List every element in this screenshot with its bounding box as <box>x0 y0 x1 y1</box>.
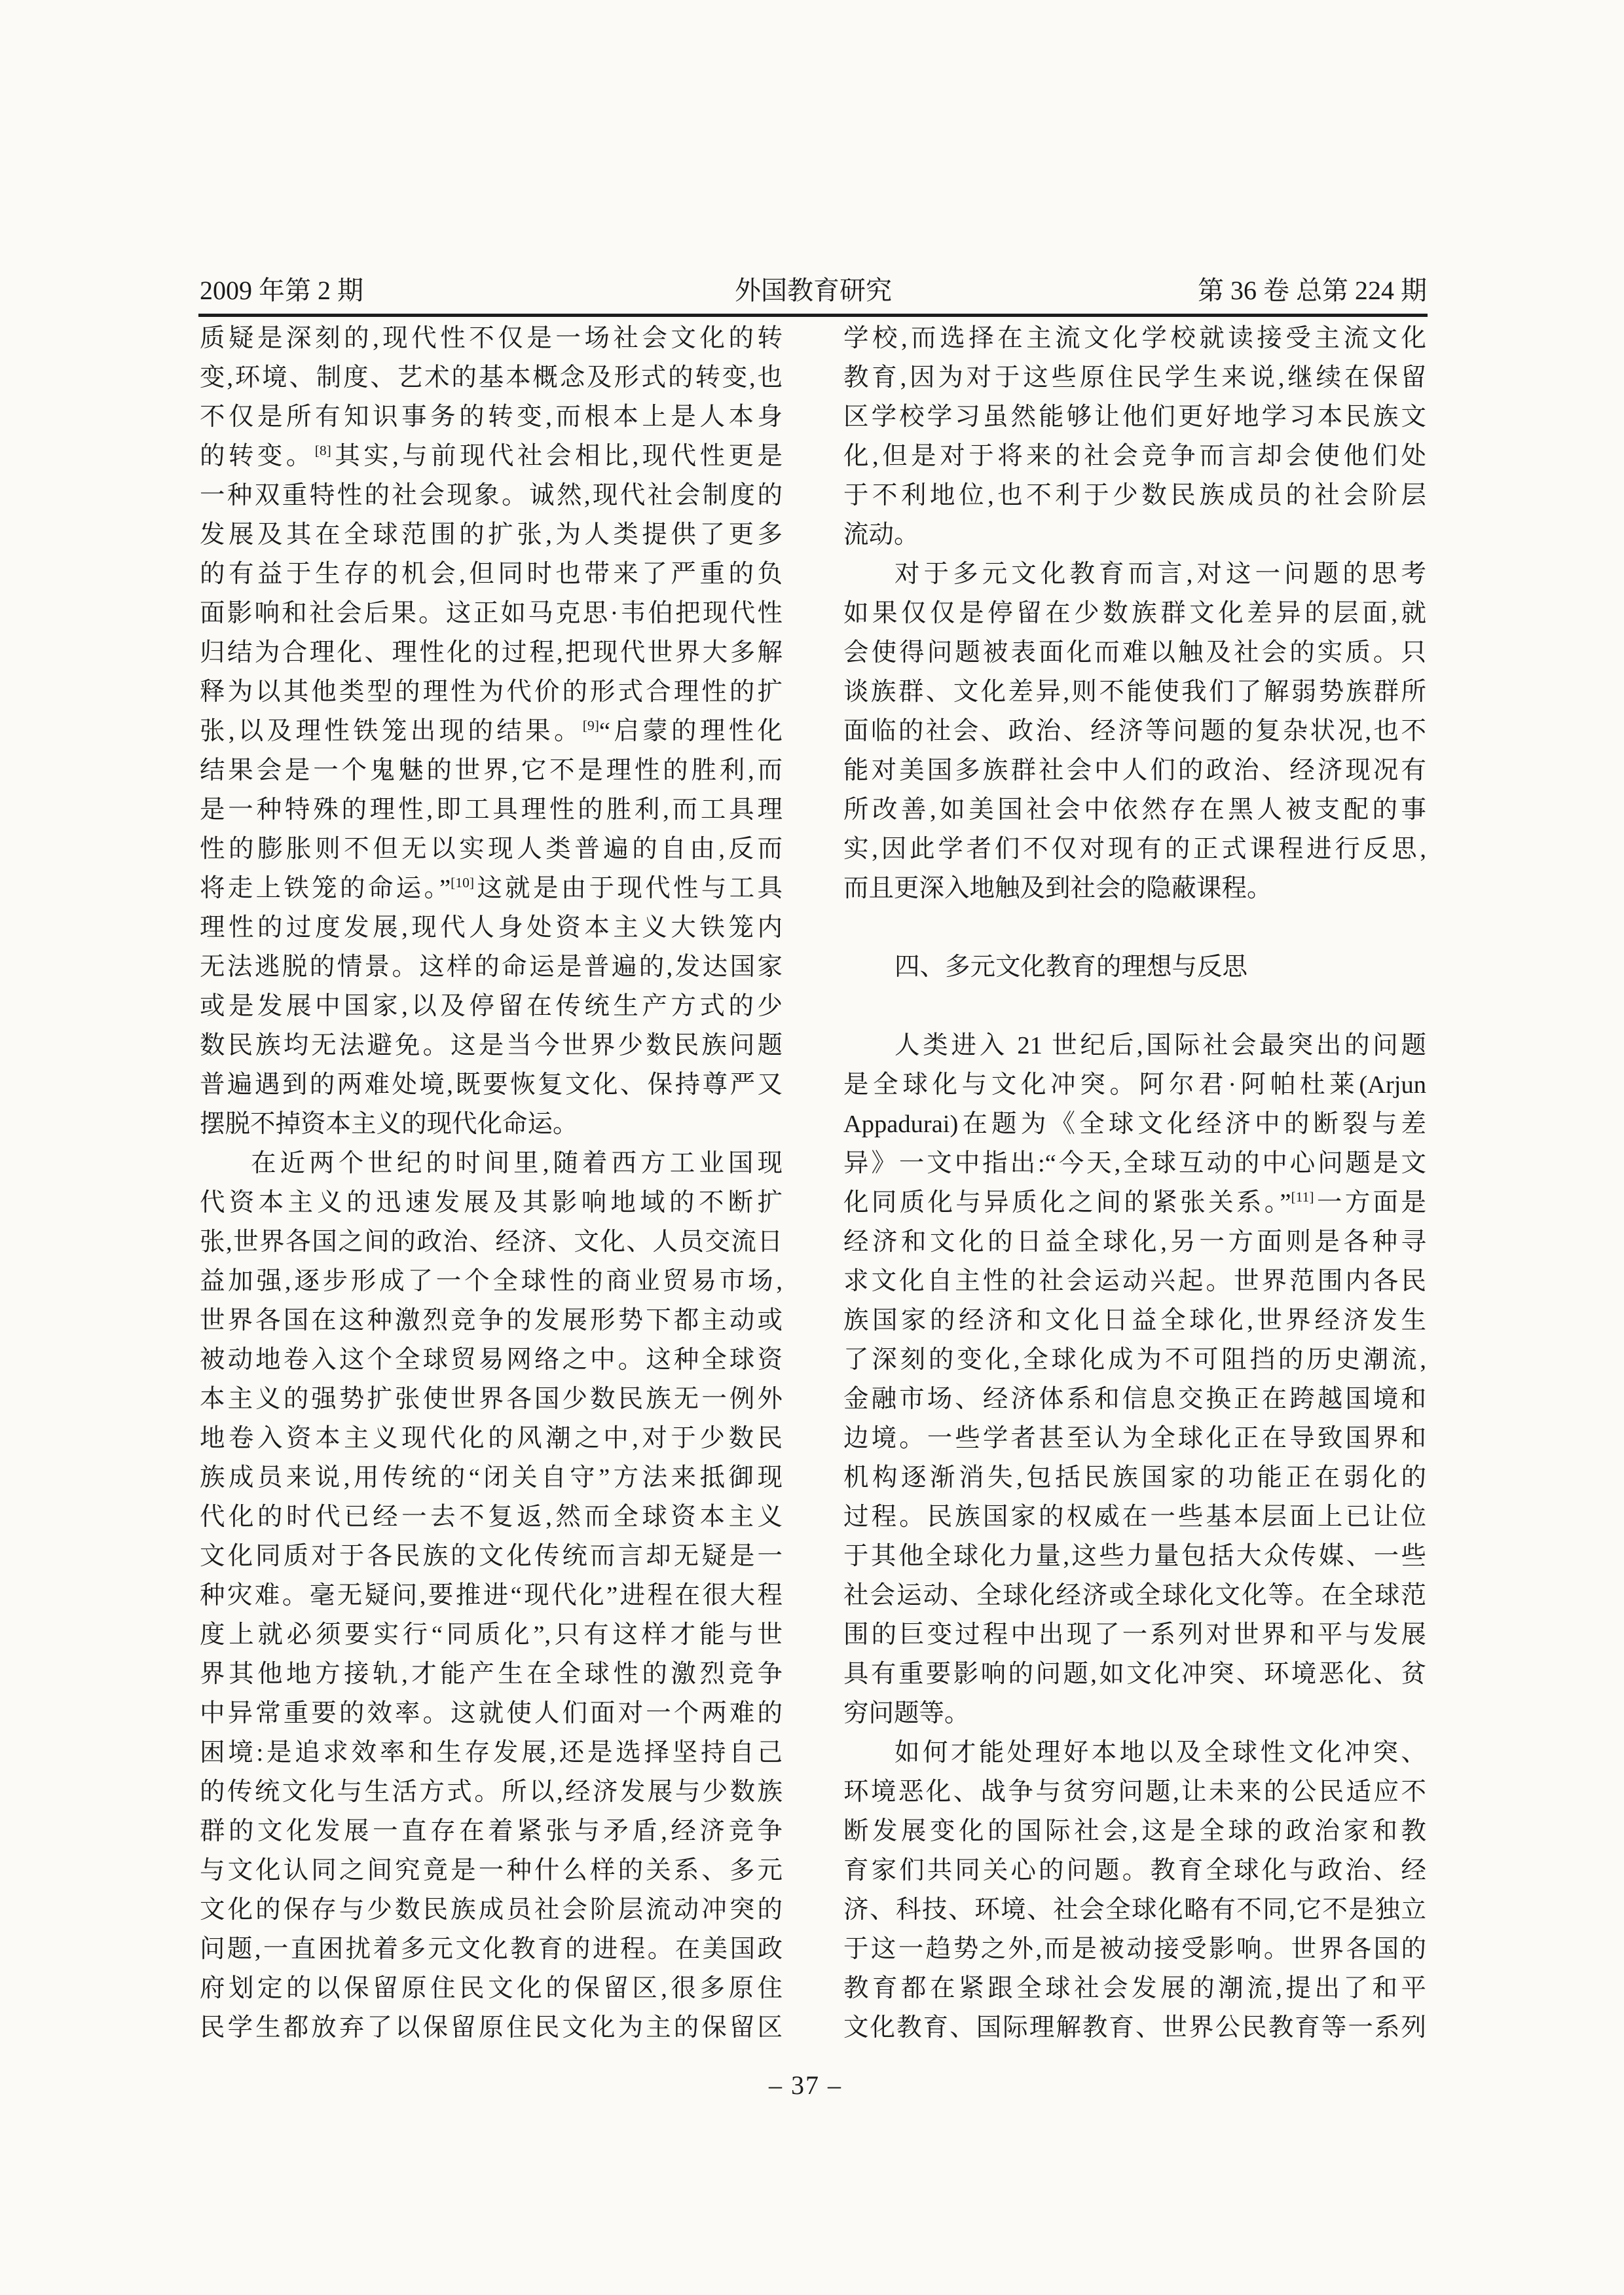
text-line: 于其他全球化力量,这些力量包括大众传媒、一些 <box>843 1543 1426 1570</box>
text-line: 化,但是对于将来的社会竞争而言却会使他们处 <box>843 443 1426 470</box>
text-line: 张,以及理性铁笼出现的结果。[9]“启蒙的理性化 <box>200 718 783 745</box>
text-line: 是全球化与文化冲突。阿尔君·阿帕杜莱(Arjun <box>843 1071 1426 1099</box>
text-line: 的转变。[8]其实,与前现代社会相比,现代性更是 <box>200 443 783 470</box>
text-line: 学校,而选择在主流文化学校就读接受主流文化 <box>843 325 1426 352</box>
footnote-ref: [9] <box>582 718 599 734</box>
text-line: 摆脱不掉资本主义的现代化命运。 <box>200 1111 578 1138</box>
footnote-ref: [8] <box>314 443 331 459</box>
header-issue: 2009 年第 2 期 <box>200 276 363 305</box>
text-line: 张,世界各国之间的政治、经济、文化、人员交流日 <box>200 1228 783 1256</box>
text-line: 社会运动、全球化经济或全球化文化等。在全球范 <box>843 1582 1426 1609</box>
text-line: 对于多元文化教育而言,对这一问题的思考 <box>895 560 1426 588</box>
text-line: 代资本主义的迅速发展及其影响地域的不断扩 <box>200 1189 783 1217</box>
blank-line <box>843 908 1426 947</box>
text-line: 文化同质对于各民族的文化传统而言却无疑是一 <box>200 1543 783 1570</box>
text-line: 机构逐渐消失,包括民族国家的功能正在弱化的 <box>843 1464 1426 1492</box>
text-line: 于不利地位,也不利于少数民族成员的社会阶层 <box>843 482 1426 509</box>
text-line: 的传统文化与生活方式。所以,经济发展与少数族 <box>200 1778 783 1806</box>
text-line: 发展及其在全球范围的扩张,为人类提供了更多 <box>200 521 783 549</box>
text-line: 人类进入 21 世纪后,国际社会最突出的问题 <box>895 1032 1426 1059</box>
left-column <box>200 319 783 2047</box>
text-line: 是一种特殊的理性,即工具理性的胜利,而工具理 <box>200 796 783 824</box>
text-line: 断发展变化的国际社会,这是全球的政治家和教 <box>843 1818 1426 1845</box>
text-line: 府划定的以保留原住民文化的保留区,很多原住 <box>200 1975 783 2002</box>
text-line: 异》一文中指出:“今天,全球互动的中心问题是文 <box>843 1150 1426 1177</box>
text-line: 实,因此学者们不仅对现有的正式课程进行反思, <box>843 835 1426 863</box>
text-line: 了深刻的变化,全球化成为不可阻挡的历史潮流, <box>843 1346 1426 1374</box>
text-line: 结果会是一个鬼魅的世界,它不是理性的胜利,而 <box>200 757 783 784</box>
text-line: 性的膨胀则不但无以实现人类普遍的自由,反而 <box>200 835 783 863</box>
text-line: 于这一趋势之外,而是被动接受影响。世界各国的 <box>843 1936 1426 1963</box>
text-line: 面影响和社会后果。这正如马克思·韦伯把现代性 <box>200 600 783 627</box>
text-line: 能对美国多族群社会中人们的政治、经济现况有 <box>843 757 1426 784</box>
text-line: 围的巨变过程中出现了一系列对世界和平与发展 <box>843 1621 1426 1649</box>
text-line: 济、科技、环境、社会全球化略有不同,它不是独立 <box>843 1896 1426 1924</box>
text-line: 会使得问题被表面化而难以触及社会的实质。只 <box>843 639 1426 667</box>
text-line: 在近两个世纪的时间里,随着西方工业国现 <box>251 1150 783 1177</box>
text-line: 而且更深入地触及到社会的隐蔽课程。 <box>843 875 1272 902</box>
text-line: 民学生都放弃了以保留原住民文化为主的保留区 <box>200 2014 783 2042</box>
text-line: 文化的保存与少数民族成员社会阶层流动冲突的 <box>200 1896 783 1924</box>
page-header <box>200 274 1427 308</box>
text-line: 文化教育、国际理解教育、世界公民教育等一系列 <box>843 2014 1426 2042</box>
text-line: 理性的过度发展,现代人身处资本主义大铁笼内 <box>200 914 783 942</box>
text-line: 将走上铁笼的命运。”[10]这就是由于现代性与工具 <box>200 875 783 902</box>
footnote-ref: [10] <box>451 875 475 891</box>
text-line: 问题,一直困扰着多元文化教育的进程。在美国政 <box>200 1936 783 1963</box>
header-volume: 第 36 卷 总第 224 期 <box>1198 276 1428 305</box>
text-line: 普遍遇到的两难处境,既要恢复文化、保持尊严又 <box>200 1071 783 1099</box>
text-line: 中异常重要的效率。这就使人们面对一个两难的 <box>200 1700 783 1727</box>
text-line: 经济和文化的日益全球化,另一方面则是各种寻 <box>843 1228 1426 1256</box>
blank-line <box>843 987 1426 1026</box>
text-line: 具有重要影响的问题,如文化冲突、环境恶化、贫 <box>843 1661 1426 1688</box>
text-line: 穷问题等。 <box>843 1700 970 1727</box>
page-number: – 37 – <box>769 2070 842 2100</box>
text-line: Appadurai)在题为《全球文化经济中的断裂与差 <box>843 1111 1426 1138</box>
text-line: 所改善,如美国社会中依然存在黑人被支配的事 <box>843 796 1426 824</box>
text-line: 或是发展中国家,以及停留在传统生产方式的少 <box>200 993 783 1020</box>
header-journal-title: 外国教育研究 <box>735 276 892 305</box>
text-line: 一种双重特性的社会现象。诚然,现代社会制度的 <box>200 482 783 509</box>
footnote-ref: [11] <box>1291 1189 1314 1205</box>
header-rule <box>198 314 1428 317</box>
text-line: 过程。民族国家的权威在一些基本层面上已让位 <box>843 1503 1426 1531</box>
text-line: 界其他地方接轨,才能产生在全球性的激烈竞争 <box>200 1661 783 1688</box>
text-line: 金融市场、经济体系和信息交换正在跨越国境和 <box>843 1386 1426 1413</box>
text-line: 释为以其他类型的理性为代价的形式合理性的扩 <box>200 678 783 706</box>
text-line: 与文化认同之间究竟是一种什么样的关系、多元 <box>200 1857 783 1884</box>
text-line: 教育,因为对于这些原住民学生来说,继续在保留 <box>843 364 1426 392</box>
text-line: 族国家的经济和文化日益全球化,世界经济发生 <box>843 1307 1426 1334</box>
text-line: 世界各国在这种激烈竞争的发展形势下都主动或 <box>200 1307 783 1334</box>
text-line: 数民族均无法避免。这是当今世界少数民族问题 <box>200 1032 783 1059</box>
text-line: 困境:是追求效率和生存发展,还是选择坚持自己 <box>200 1739 783 1767</box>
text-line: 如何才能处理好本地以及全球性文化冲突、 <box>895 1739 1426 1767</box>
text-line: 无法逃脱的情景。这样的命运是普遍的,发达国家 <box>200 953 783 981</box>
right-column <box>843 319 1426 2047</box>
text-line: 的有益于生存的机会,但同时也带来了严重的负 <box>200 560 783 588</box>
text-line: 边境。一些学者甚至认为全球化正在导致国界和 <box>843 1425 1426 1452</box>
text-line: 育家们共同关心的问题。教育全球化与政治、经 <box>843 1857 1426 1884</box>
text-line: 群的文化发展一直存在着紧张与矛盾,经济竞争 <box>200 1818 783 1845</box>
text-line: 变,环境、制度、艺术的基本概念及形式的转变,也 <box>200 364 783 392</box>
text-line: 被动地卷入这个全球贸易网络之中。这种全球资 <box>200 1346 783 1374</box>
text-line: 面临的社会、政治、经济等问题的复杂状况,也不 <box>843 718 1426 745</box>
text-line: 如果仅仅是停留在少数族群文化差异的层面,就 <box>843 600 1426 627</box>
text-line: 地卷入资本主义现代化的风潮之中,对于少数民 <box>200 1425 783 1452</box>
text-line: 教育都在紧跟全球社会发展的潮流,提出了和平 <box>843 1975 1426 2002</box>
text-line: 求文化自主性的社会运动兴起。世界范围内各民 <box>843 1268 1426 1295</box>
text-line: 化同质化与异质化之间的紧张关系。”[11]一方面是 <box>843 1189 1426 1217</box>
text-line: 质疑是深刻的,现代性不仅是一场社会文化的转 <box>200 325 783 352</box>
text-line: 流动。 <box>843 521 919 549</box>
text-line: 代化的时代已经一去不复返,然而全球资本主义 <box>200 1503 783 1531</box>
section-heading: 四、多元文化教育的理想与反思 <box>895 953 1248 981</box>
text-line: 环境恶化、战争与贫穷问题,让未来的公民适应不 <box>843 1778 1426 1806</box>
text-line: 族成员来说,用传统的“闭关自守”方法来抵御现 <box>200 1464 783 1492</box>
text-line: 种灾难。毫无疑问,要推进“现代化”进程在很大程 <box>200 1582 783 1609</box>
text-line: 谈族群、文化差异,则不能使我们了解弱势族群所 <box>843 678 1426 706</box>
text-line: 归结为合理化、理性化的过程,把现代世界大多解 <box>200 639 783 667</box>
text-line: 益加强,逐步形成了一个全球性的商业贸易市场, <box>200 1268 783 1295</box>
text-line: 度上就必须要实行“同质化”,只有这样才能与世 <box>200 1621 783 1649</box>
text-line: 不仅是所有知识事务的转变,而根本上是人本身 <box>200 403 783 431</box>
text-line: 区学校学习虽然能够让他们更好地学习本民族文 <box>843 403 1426 431</box>
text-line: 本主义的强势扩张使世界各国少数民族无一例外 <box>200 1386 783 1413</box>
